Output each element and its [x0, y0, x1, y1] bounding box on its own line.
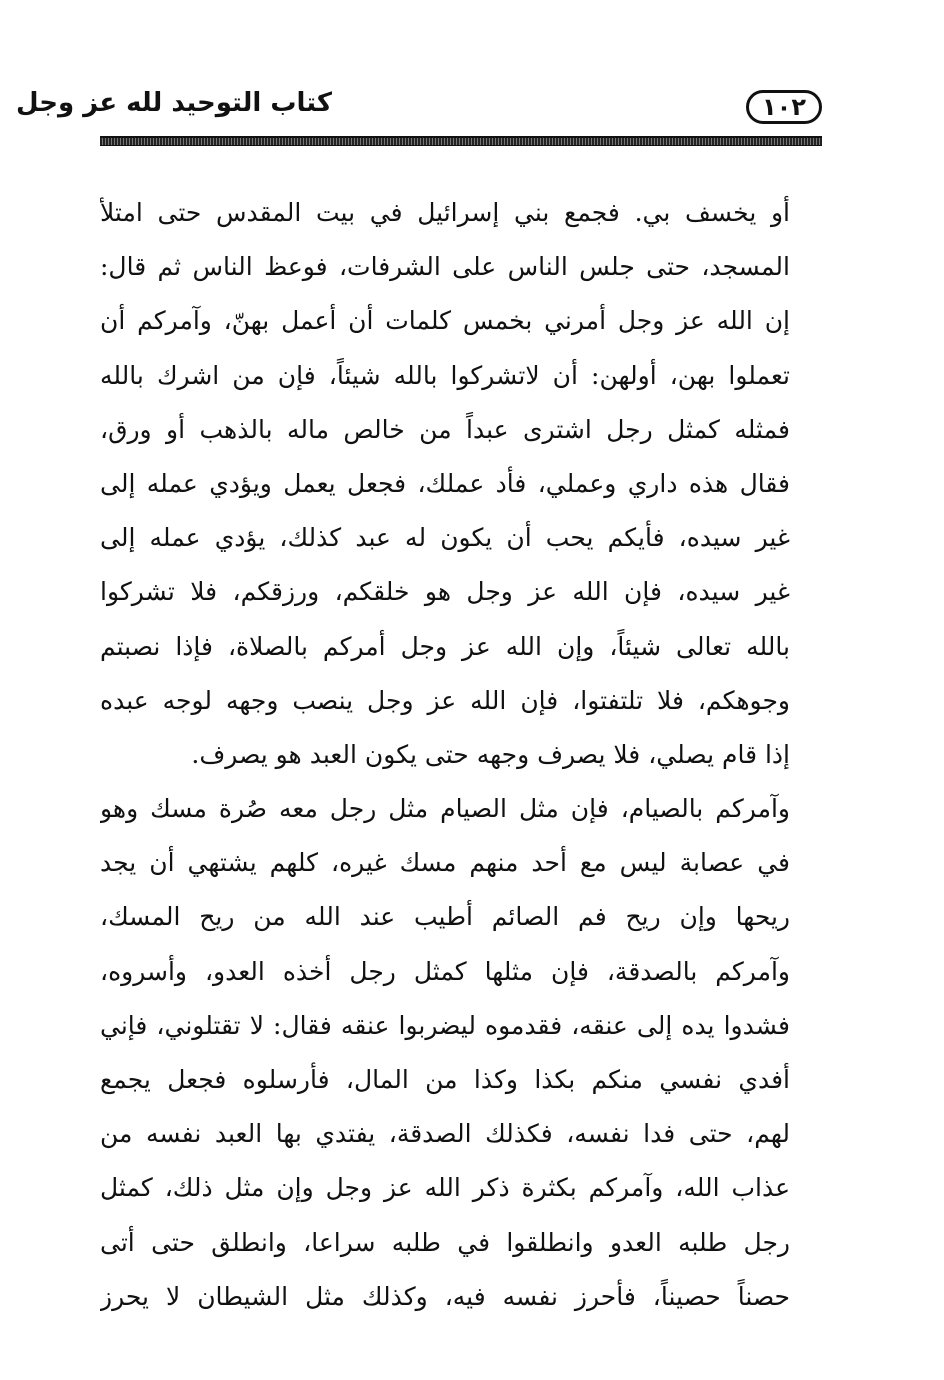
- text-line: غير سيده، فأيكم يحب أن يكون له عبد كذلك، يؤدي عمله إلى: [100, 523, 790, 553]
- text-line: فمثله كمثل رجل اشترى عبداً من خالص ماله بالذهب أو ورق،: [100, 414, 790, 444]
- text-line: في عصابة ليس مع أحد منهم مسك غيره، كلهم يشتهي أن يجد: [100, 848, 790, 878]
- text-line: أفدي نفسي منكم بكذا وكذا من المال، فأرسلوه فجعل يجمع: [100, 1065, 790, 1094]
- text-line: عذاب الله، وآمركم بكثرة ذكر الله عز وجل وإن مثل ذلك، كمثل: [100, 1173, 790, 1203]
- text-line: رجل طلبه العدو وانطلقوا في طلبه سراعا، وانطلق حتى أتى: [100, 1227, 790, 1257]
- text-line: تعملوا بهن، أولهن: أن لاتشركوا بالله شيئاً، فإن من اشرك بالله: [100, 360, 790, 390]
- text-line: فقال هذه داري وعملي، فأد عملك، فجعل يعمل ويؤدي عمله إلى: [100, 468, 790, 498]
- text-line: إذا قام يصلي، فلا يصرف وجهه حتى يكون العبد هو يصرف.: [191, 739, 790, 769]
- text-line: لهم، حتى فدا نفسه، فكذلك الصدقة، يفتدي بها العبد نفسه من: [100, 1119, 790, 1149]
- text-line: غير سيده، فإن الله عز وجل هو خلقكم، ورزقكم، فلا تشركوا: [100, 577, 790, 607]
- text-line: بالله تعالى شيئاً، وإن الله عز وجل أمركم بالصلاة، فإذا نصبتم: [100, 631, 790, 661]
- text-line: وآمركم بالصيام، فإن مثل الصيام مثل رجل معه صُرة مسك وهو: [100, 794, 790, 824]
- text-line: فشدوا يده إلى عنقه، فقدموه ليضربوا عنقه فقال: لا تقتلوني، فإني: [100, 1010, 790, 1040]
- text-line: المسجد، حتى جلس الناس على الشرفات، فوعظ الناس ثم قال:: [100, 252, 790, 282]
- text-line: أو يخسف بي. فجمع بني إسرائيل في بيت المقدس حتى امتلأ: [100, 198, 790, 227]
- text-line: ريحها وإن ريح فم الصائم أطيب عند الله من ريح المسك،: [100, 902, 790, 932]
- body-text: [100, 186, 790, 1324]
- page-number: ١٠٢: [746, 90, 822, 124]
- header-divider: [100, 136, 822, 146]
- text-line: وآمركم بالصدقة، فإن مثلها كمثل رجل أخذه العدو، وأسروه،: [100, 956, 790, 986]
- text-line: إن الله عز وجل أمرني بخمس كلمات أن أعمل بهنّ، وآمركم أن: [100, 306, 790, 336]
- running-title: كتاب التوحيد لله عز وجل: [16, 88, 332, 118]
- text-line: حصناً حصيناً، فأحرز نفسه فيه، وكذلك مثل الشيطان لا يحرز: [100, 1281, 790, 1311]
- text-line: وجوهكم، فلا تلتفتوا، فإن الله عز وجل ينصب وجهه لوجه عبده: [100, 685, 790, 715]
- page-header: [16, 84, 822, 134]
